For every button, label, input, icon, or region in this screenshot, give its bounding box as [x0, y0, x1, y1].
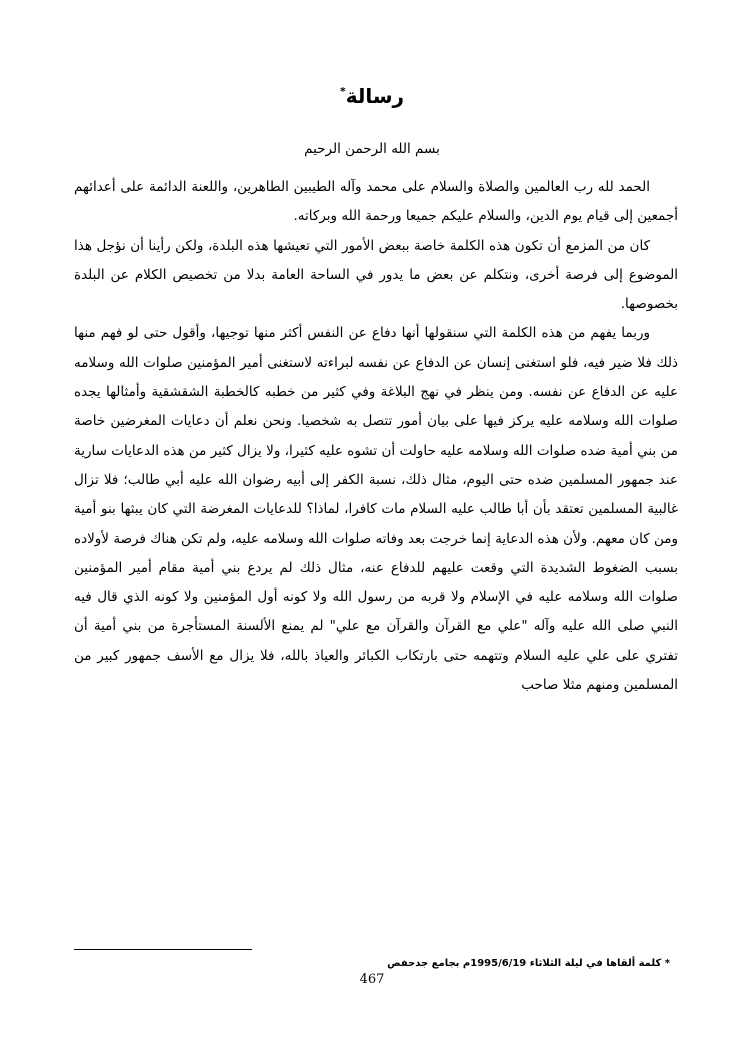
title-footnote-marker: * — [339, 85, 346, 98]
footnote-divider — [74, 949, 252, 950]
paragraph: وربما يفهم من هذه الكلمة التي سنقولها أنها دفاع عن النفس أكثر منها توجيها، وأقول حتى لو فهم منها ذلك فلا ضير فيه، فلو استغنى إنسان عن الدفاع عن نفسه لبراءته لاستغنى أمير المؤمنين صلوات الله وسلامه عليه عن الدفاع عن نفسه. ومن ينظر في نهج البلاغة وفي كثير من خطبه كالخطبة الشقشقية وأمثالها يجده صلوات الله وسلامه عليه يركز فيها على بيان أمور تتصل به شخصيا. ونحن نعلم أن دعايات المغرضين خاصة من بني أمية ضده صلوات الله وسلامه عليه حاولت أن تشوه عليه كثيرا، ولا يزال كثير من هذه الدعايات سارية عند جمهور المسلمين ضده حتى اليوم، مثال ذلك، نسبة الكفر إلى أبيه رضوان الله عليه أبي طالب؛ فلا تزال غالبية المسلمين تعتقد بأن أبا طالب عليه السلام مات كافرا، لماذا؟ للدعايات المغرضة التي كان يبثها بنو أمية ومن كان معهم. ولأن هذه الدعاية إنما خرجت بعد وفاته صلوات الله وسلامه عليه، ولم تكن هناك فرصة لأولاده بسبب الضغوط الشديدة التي وقعت عليهم للدفاع عنه، مثال ذلك لم يردع بني أمية مقام أمير المؤمنين صلوات الله وسلامه عليه في الإسلام ولا قربه من رسول الله ولا كونه أول المؤمنين ولا كونه الذي قال فيه النبي صلى الله عليه وآله "علي مع القرآن والقرآن مع علي" لم يمنع الألسنة المستأجرة من بني أمية أن تفتري على علي عليه السلام وتتهمه حتى بارتكاب الكبائر والعياذ بالله، فلا يزال مع الأسف جمهور كبير من المسلمين ومنهم مثلا صاحب — [74, 325, 678, 694]
paragraph: كان من المزمع أن تكون هذه الكلمة خاصة ببعض الأمور التي تعيشها هذه البلدة، ولكن رأينا أن نؤجل هذا الموضوع إلى فرصة أخرى، ونتكلم عن بعض ما يدور في الساحة العامة بدلا من تخصيص الكلام عن البلدة بخصوصها. — [74, 237, 678, 313]
body-text — [74, 173, 678, 700]
basmala: بسم الله الرحمن الرحيم — [304, 141, 440, 157]
title-text: رسالة — [345, 84, 405, 108]
paragraph: الحمد لله رب العالمين والصلاة والسلام على محمد وآله الطيبين الطاهرين، واللعنة الدائمة على أعدائهم أجمعين إلى قيام يوم الدين، والسلام عليكم جميعا ورحمة الله وبركاته. — [74, 179, 678, 225]
footnote: * كلمة ألقاها في ليلة الثلاثاء 1995/6/19م بجامع جدحفص — [387, 958, 670, 969]
page-number: 467 — [359, 972, 385, 987]
page-title — [0, 82, 744, 110]
